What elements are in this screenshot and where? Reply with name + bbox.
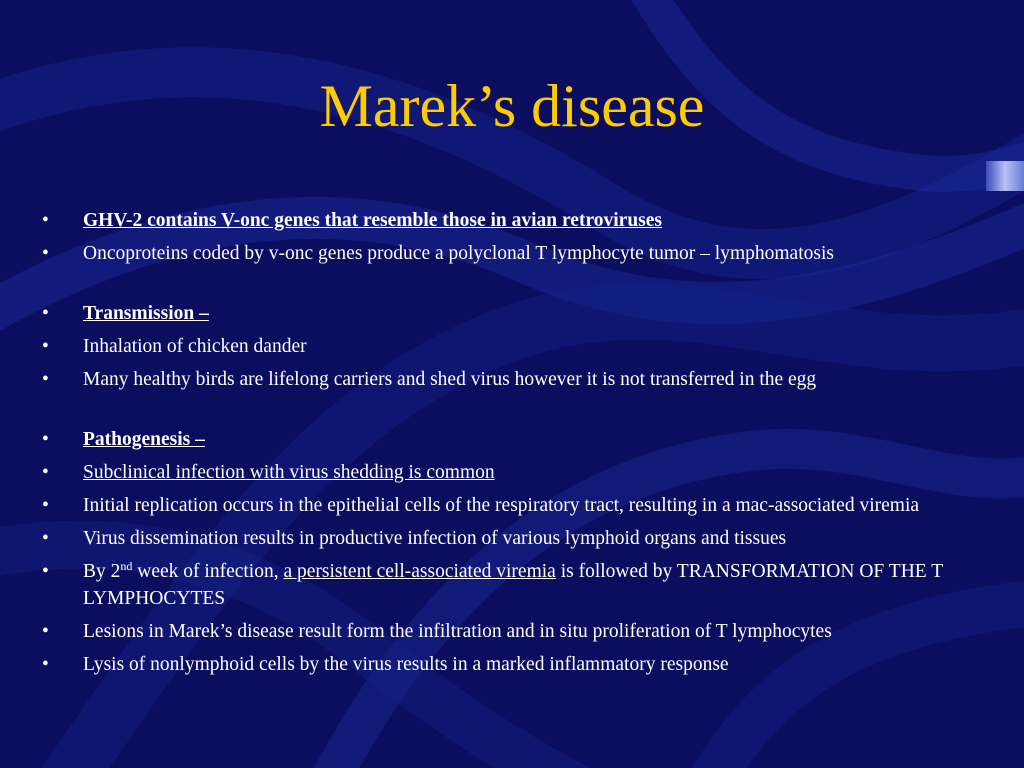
bullet-text: Initial replication occurs in the epithelial cells of the respiratory tract, resulting in a mac-associated viremia: [83, 495, 920, 516]
bullet-text-mid: week of infection,: [132, 561, 284, 582]
slide-title: Marek’s disease: [319, 73, 705, 139]
bullet-text-pre: By 2: [83, 561, 121, 582]
bullet-text-post: is followed by TRANSFORMATION OF THE T LYMPHOCYTES: [83, 561, 943, 609]
bullet-marker: •: [42, 621, 49, 642]
bullet-item: [42, 492, 982, 519]
bullet-text: GHV-2 contains V-onc genes that resemble those in avian retroviruses: [83, 210, 663, 231]
bullet-item: [42, 525, 982, 552]
bullet-item: [42, 333, 982, 360]
bullet-marker: •: [42, 495, 49, 516]
bullet-marker: •: [42, 303, 49, 324]
bullet-marker: •: [42, 336, 49, 357]
bullet-marker: •: [42, 462, 49, 483]
bullet-item: [42, 651, 982, 678]
bullet-text: Subclinical infection with virus shedding is common: [83, 462, 495, 483]
bullet-marker: •: [42, 528, 49, 549]
bullet-item: [42, 459, 982, 486]
bullet-item: [42, 207, 982, 234]
bullet-marker: •: [42, 654, 49, 675]
bullet-marker: •: [42, 561, 49, 582]
section-heading-pathogenesis: Pathogenesis –: [83, 429, 205, 450]
bullet-marker: •: [42, 429, 49, 450]
section-heading-transmission: Transmission –: [83, 303, 209, 324]
bullet-text-underlined: a persistent cell-associated viremia: [283, 561, 556, 582]
bullet-marker: •: [42, 243, 49, 264]
ordinal-suffix: nd: [120, 559, 133, 573]
bullet-item: [42, 366, 982, 393]
bullet-item: [42, 300, 982, 327]
bullet-text: Lysis of nonlymphoid cells by the virus results in a marked inflammatory response: [83, 654, 729, 675]
bullet-text: Oncoproteins coded by v-onc genes produce a polyclonal T lymphocyte tumor – lymphomatosis: [83, 243, 834, 264]
bullet-list: [42, 207, 982, 684]
bullet-marker: •: [42, 210, 49, 231]
bullet-item: [42, 558, 982, 612]
bullet-text: Virus dissemination results in productive infection of various lymphoid organs and tissues: [83, 528, 787, 549]
bullet-item: [42, 618, 982, 645]
bullet-text: Inhalation of chicken dander: [83, 336, 307, 357]
bullet-text: Many healthy birds are lifelong carriers and shed virus however it is not transferred in the egg: [83, 369, 817, 390]
bullet-item: [42, 240, 982, 267]
bullet-text: Lesions in Marek’s disease result form the infiltration and in situ proliferation of T lymphocytes: [83, 621, 832, 642]
bullet-item: [42, 426, 982, 453]
bullet-marker: •: [42, 369, 49, 390]
